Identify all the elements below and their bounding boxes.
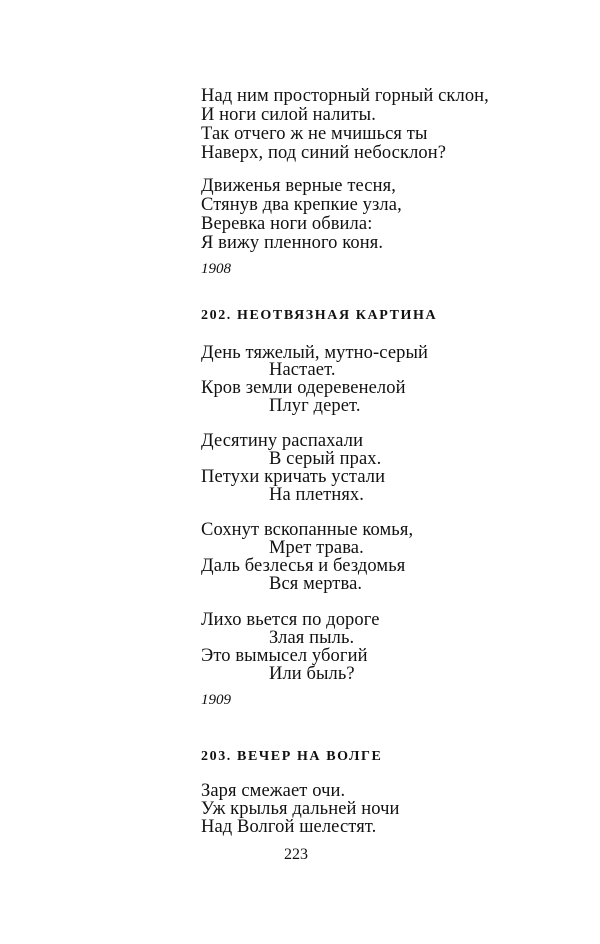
verse-line: Даль безлесья и бездомья bbox=[201, 556, 406, 576]
verse-line: Настает. bbox=[269, 360, 336, 380]
verse-line: Сохнут вскопанные комья, bbox=[201, 520, 414, 540]
verse-line: Уж крылья дальней ночи bbox=[201, 799, 400, 819]
verse-line: Стянув два крепкие узла, bbox=[201, 195, 402, 215]
verse-line: Лихо вьется по дороге bbox=[201, 610, 380, 630]
verse-line: Петухи кричать устали bbox=[201, 467, 386, 487]
verse-line: Наверх, под синий небосклон? bbox=[201, 143, 447, 163]
verse-line: В серый прах. bbox=[269, 449, 382, 469]
verse-line: Или быль? bbox=[269, 664, 355, 684]
verse-line: На плетнях. bbox=[269, 485, 365, 505]
verse-line: Кров земли одеревенелой bbox=[201, 378, 406, 398]
poem-date: 1908 bbox=[201, 261, 231, 277]
verse-line: Плуг дерет. bbox=[269, 396, 361, 416]
verse-line: День тяжелый, мутно-серый bbox=[201, 343, 429, 363]
verse-line: Вся мертва. bbox=[269, 574, 363, 594]
verse-line: Злая пыль. bbox=[269, 628, 355, 648]
verse-line: Так отчего ж не мчишься ты bbox=[201, 124, 428, 144]
verse-line: Над ним просторный горный склон, bbox=[201, 86, 489, 106]
verse-line: И ноги силой налиты. bbox=[201, 105, 376, 125]
poem-title: 202. НЕОТВЯЗНАЯ КАРТИНА bbox=[201, 308, 438, 323]
verse-line: Движенья верные тесня, bbox=[201, 176, 396, 196]
page-number: 223 bbox=[284, 846, 308, 863]
verse-line: Заря смежает очи. bbox=[201, 781, 346, 801]
verse-line: Веревка ноги обвила: bbox=[201, 214, 373, 234]
poem-date: 1909 bbox=[201, 692, 231, 708]
verse-line: Это вымысел убогий bbox=[201, 646, 368, 666]
poem-title: 203. ВЕЧЕР НА ВОЛГЕ bbox=[201, 749, 383, 764]
verse-line: Десятину распахали bbox=[201, 431, 364, 451]
verse-line: Я вижу пленного коня. bbox=[201, 233, 384, 253]
verse-line: Над Волгой шелестят. bbox=[201, 817, 377, 837]
verse-line: Мрет трава. bbox=[269, 538, 364, 558]
